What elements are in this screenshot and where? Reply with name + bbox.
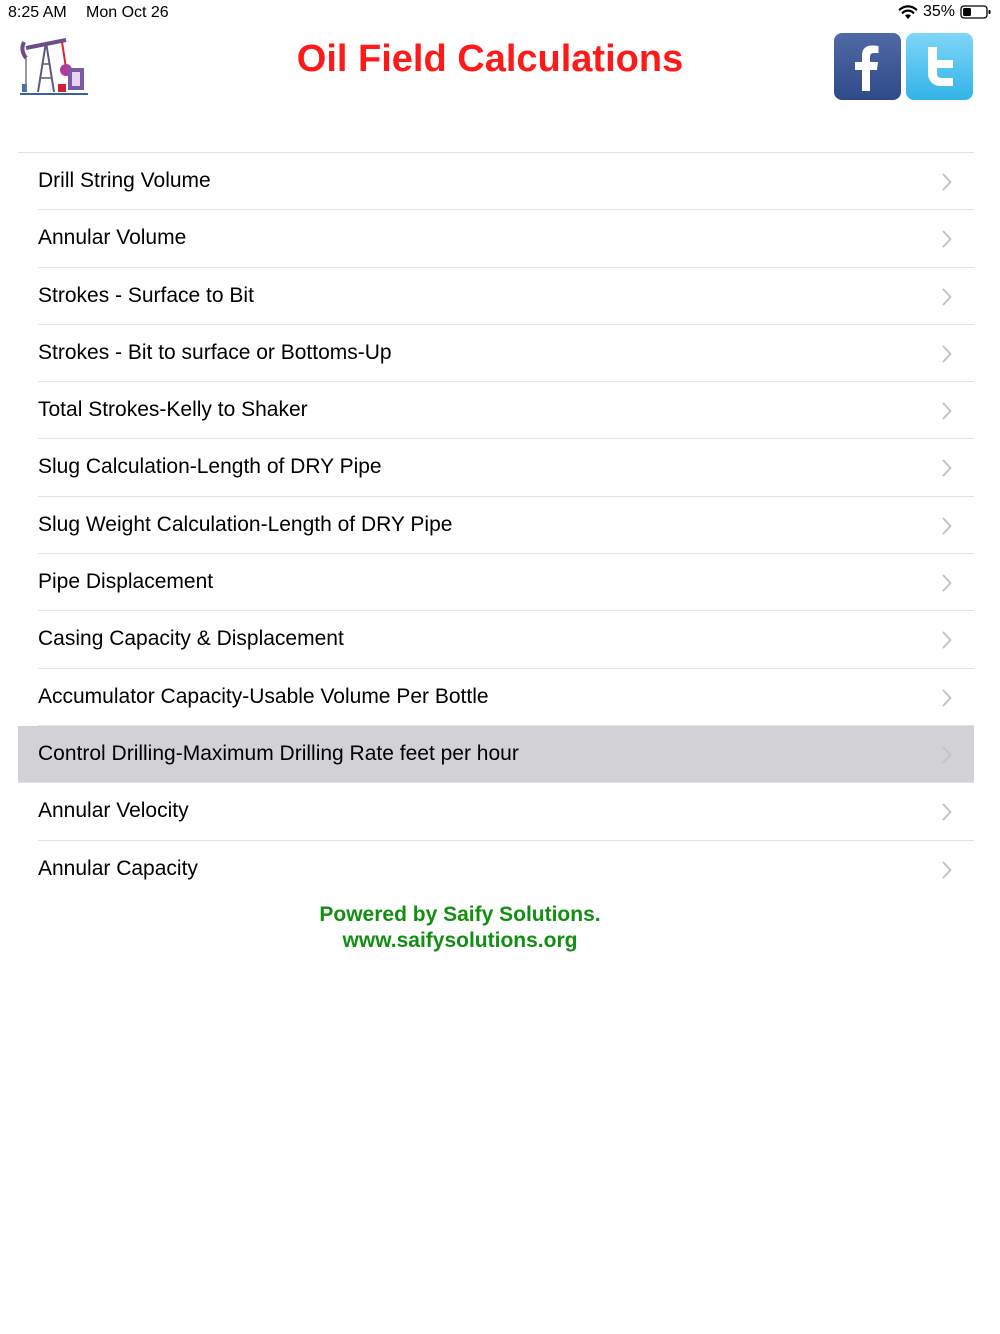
list-item-label: Annular Velocity (38, 799, 189, 823)
twitter-icon (906, 33, 973, 100)
status-indicators (898, 3, 992, 21)
chevron-right-icon (942, 517, 952, 535)
battery-percent: 35% (922, 3, 955, 20)
chevron-right-icon (942, 861, 952, 879)
list-item-label: Strokes - Bit to surface or Bottoms-Up (38, 340, 392, 364)
chevron-right-icon (942, 459, 952, 477)
status-date: Mon Oct 26 (86, 4, 169, 21)
list-item[interactable] (18, 611, 974, 668)
list-item-label: Strokes - Surface to Bit (38, 283, 254, 307)
list-item-label: Slug Weight Calculation-Length of DRY Pipe (38, 512, 453, 536)
chevron-right-icon (942, 689, 952, 707)
list-item-label: Slug Calculation-Length of DRY Pipe (38, 455, 382, 479)
facebook-icon (834, 33, 901, 100)
list-item-label: Drill String Volume (38, 169, 211, 192)
website-link[interactable]: www.saifysolutions.org (342, 929, 578, 952)
pumpjack-icon (18, 28, 90, 98)
chevron-right-icon (942, 345, 952, 363)
status-bar (0, 0, 1000, 26)
list-item[interactable] (18, 325, 974, 382)
facebook-button[interactable] (834, 33, 901, 100)
list-item[interactable] (18, 554, 974, 611)
list-item-label: Annular Volume (38, 226, 187, 250)
list-item[interactable] (18, 841, 974, 898)
list-item-label: Casing Capacity & Displacement (38, 627, 344, 651)
chevron-right-icon (942, 288, 952, 306)
footer (210, 902, 710, 954)
list-item-label: Total Strokes-Kelly to Shaker (38, 398, 308, 422)
powered-by-text: Powered by Saify Solutions. (319, 903, 601, 926)
chevron-right-icon (942, 803, 952, 821)
list-item[interactable] (18, 783, 974, 840)
list-item[interactable] (18, 153, 974, 210)
twitter-button[interactable] (906, 33, 973, 100)
chevron-right-icon (942, 173, 952, 191)
battery-icon (960, 4, 992, 20)
chevron-right-icon (942, 746, 952, 764)
list-item[interactable] (18, 210, 974, 267)
chevron-right-icon (942, 574, 952, 592)
chevron-right-icon (942, 402, 952, 420)
page-title: Oil Field Calculations (296, 38, 684, 80)
chevron-right-icon (942, 230, 952, 248)
list-item[interactable] (18, 268, 974, 325)
calculations-list (18, 152, 974, 898)
status-time: 8:25 AM (8, 4, 67, 21)
list-item[interactable] (18, 439, 974, 496)
list-item[interactable] (18, 382, 974, 439)
list-item-label: Pipe Displacement (38, 570, 214, 594)
list-item-label: Control Drilling-Maximum Drilling Rate feet per hour (38, 741, 519, 765)
list-item[interactable] (18, 726, 974, 783)
list-item-label: Accumulator Capacity-Usable Volume Per Bottle (38, 684, 489, 708)
list-item[interactable] (18, 669, 974, 726)
list-item[interactable] (18, 497, 974, 554)
chevron-right-icon (942, 631, 952, 649)
wifi-icon (898, 4, 918, 20)
list-item-label: Annular Capacity (38, 856, 198, 880)
